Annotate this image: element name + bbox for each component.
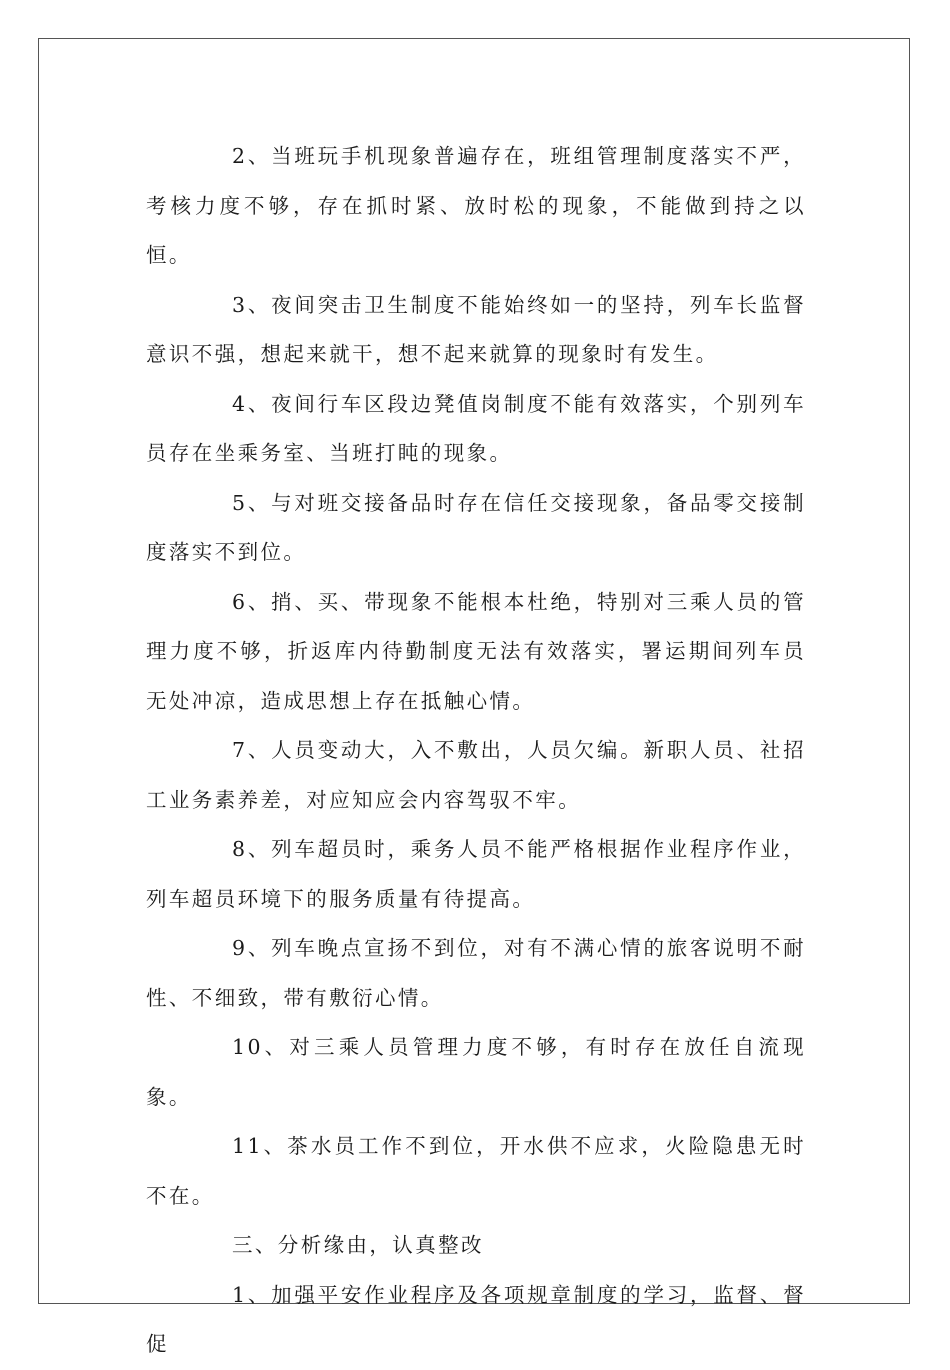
paragraph-item-3: 3、夜间突击卫生制度不能始终如一的坚持，列车长监督意识不强，想起来就干，想不起来就算的现象时有发生。 [146,292,806,366]
paragraph-item-4: 4、夜间行车区段边凳值岗制度不能有效落实，个别列车员存在坐乘务室、当班打盹的现象。 [146,391,806,465]
paragraph-measure-1: 1、加强平安作业程序及各项规章制度的学习，监督、督促 [146,1282,806,1356]
paragraph-item-6: 6、捎、买、带现象不能根本杜绝，特别对三乘人员的管理力度不够，折返库内待勤制度无法有效落实，署运期间列车员无处冲凉，造成思想上存在抵触心情。 [146,589,806,713]
paragraph-item-10: 10、对三乘人员管理力度不够，有时存在放任自流现象。 [146,1035,806,1109]
paragraph-item-9: 9、列车晚点宣扬不到位，对有不满心情的旅客说明不耐性、不细致，带有敷衍心情。 [146,936,806,1010]
paragraph-item-11: 11、茶水员工作不到位，开水供不应求，火险隐患无时不在。 [146,1134,806,1208]
document-body [146,132,806,1370]
paragraph-item-8: 8、列车超员时，乘务人员不能严格根据作业程序作业，列车超员环境下的服务质量有待提高。 [146,837,806,911]
paragraph-item-7: 7、人员变动大，入不敷出，人员欠编。新职人员、社招工业务素养差，对应知应会内容驾驭不牢。 [146,738,806,812]
paragraph-item-2: 2、当班玩手机现象普遍存在，班组管理制度落实不严，考核力度不够，存在抓时紧、放时松的现象，不能做到持之以恒。 [146,144,806,267]
paragraph-item-5: 5、与对班交接备品时存在信任交接现象，备品零交接制度落实不到位。 [146,490,806,564]
section-heading: 三、分析缘由，认真整改 [232,1233,484,1257]
